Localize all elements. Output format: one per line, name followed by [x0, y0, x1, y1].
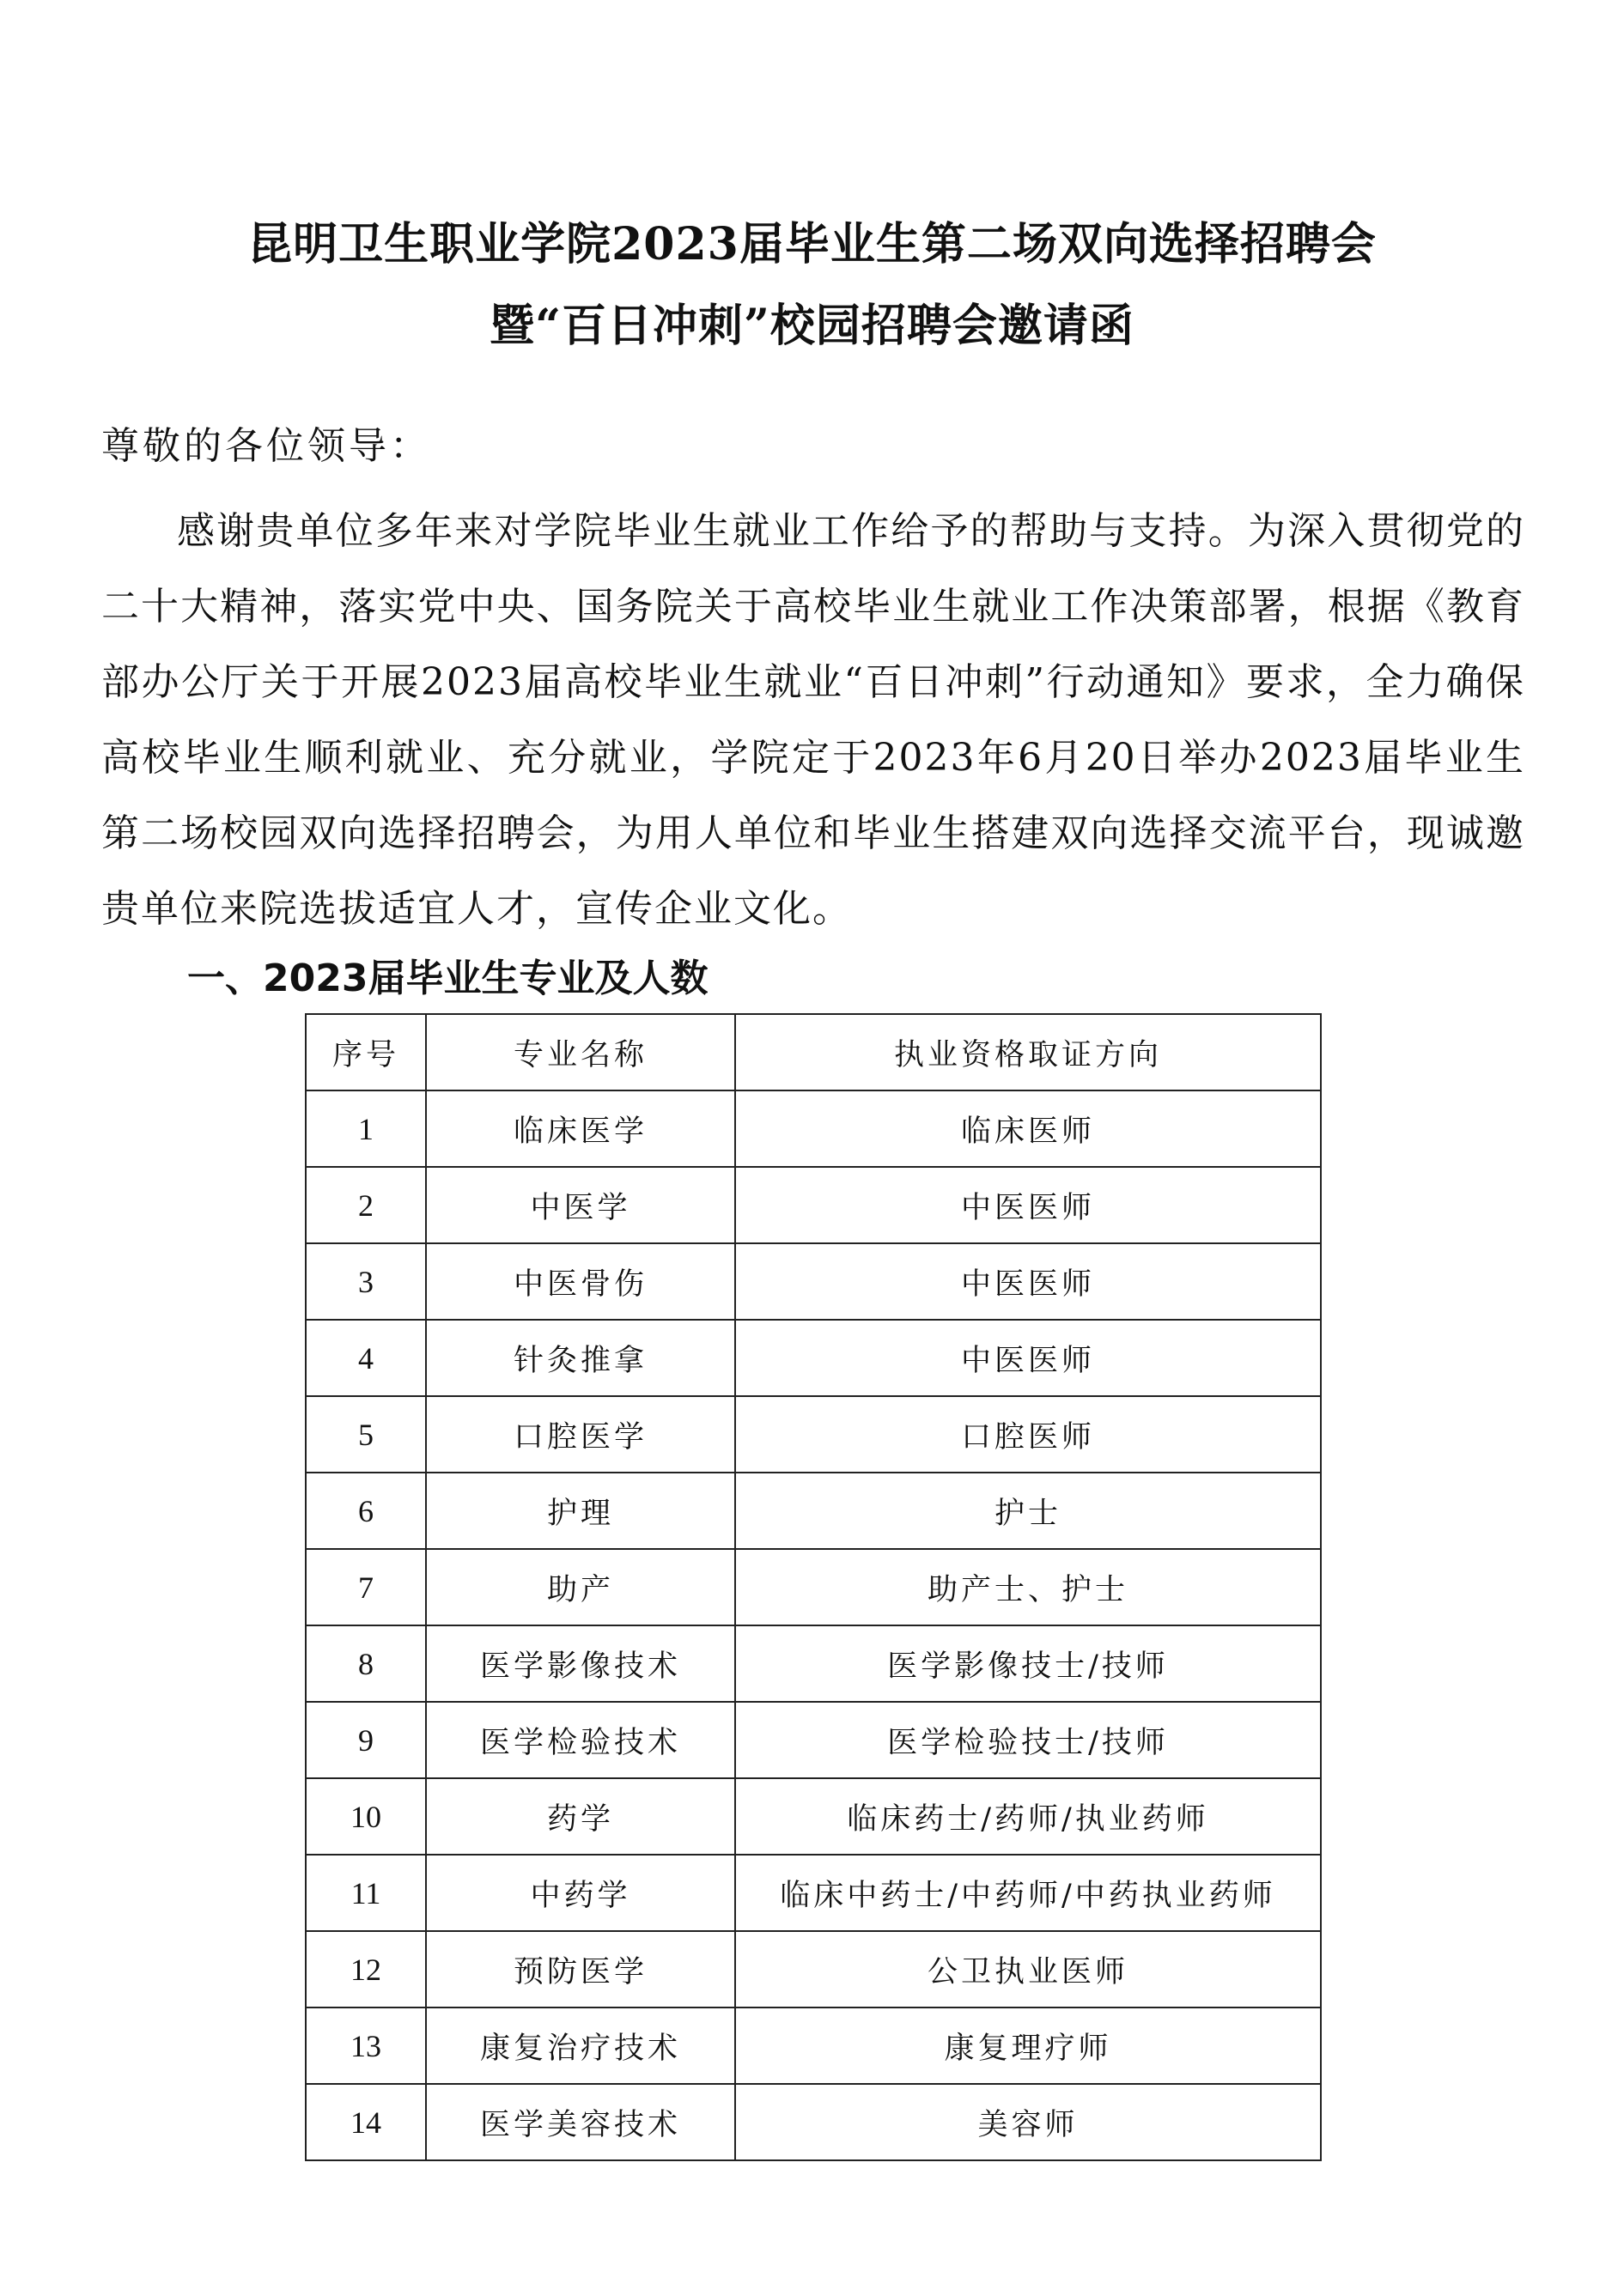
row-number: 4: [306, 1320, 426, 1396]
row-certification: 临床医师: [735, 1090, 1321, 1167]
body-paragraph: 感谢贵单位多年来对学院毕业生就业工作给予的帮助与支持。为深入贯彻党的二十大精神，落实党中央、国务院关于高校毕业生就业工作决策部署，根据《教育部办公厅关于开展2023届高校毕业生就业“百日冲刺”行动通知》要求，全力确保高校毕业生顺利就业、充分就业，学院定于2023年6月20日举办2023届毕业生第二场校园双向选择招聘会，为用人单位和毕业生搭建双向选择交流平台，现诚邀贵单位来院选拔适宜人才，宣传企业文化。: [101, 509, 1525, 931]
row-certification: 公卫执业医师: [735, 1931, 1321, 2007]
row-number: 13: [306, 2007, 426, 2084]
table-row: [306, 1625, 1321, 1702]
row-major: 预防医学: [426, 1931, 735, 2007]
row-major: 康复治疗技术: [426, 2007, 735, 2084]
row-certification: 临床药士/药师/执业药师: [735, 1778, 1321, 1855]
table-row: [306, 2007, 1321, 2084]
table-row: [306, 1320, 1321, 1396]
row-major: 护理: [426, 1473, 735, 1549]
table-row: [306, 1855, 1321, 1931]
table-row: [306, 1702, 1321, 1778]
header-number: 序号: [306, 1014, 426, 1090]
row-certification: 医学检验技士/技师: [735, 1702, 1321, 1778]
row-certification: 护士: [735, 1473, 1321, 1549]
row-major: 临床医学: [426, 1090, 735, 1167]
table-row: [306, 1549, 1321, 1625]
row-major: 助产: [426, 1549, 735, 1625]
table-row: [306, 1090, 1321, 1167]
row-number: 11: [306, 1855, 426, 1931]
row-certification: 中医医师: [735, 1243, 1321, 1320]
table-row: [306, 1167, 1321, 1243]
row-major: 药学: [426, 1778, 735, 1855]
table-row: [306, 1931, 1321, 2007]
row-number: 5: [306, 1396, 426, 1473]
row-major: 医学美容技术: [426, 2084, 735, 2160]
row-major: 口腔医学: [426, 1396, 735, 1473]
row-certification: 中医医师: [735, 1320, 1321, 1396]
table-row: [306, 1473, 1321, 1549]
header-certification: 执业资格取证方向: [735, 1014, 1321, 1090]
row-certification: 康复理疗师: [735, 2007, 1321, 2084]
table-row: [306, 1778, 1321, 1855]
row-major: 针灸推拿: [426, 1320, 735, 1396]
table-row: [306, 1243, 1321, 1320]
salutation: 尊敬的各位领导：: [101, 424, 431, 468]
row-number: 8: [306, 1625, 426, 1702]
row-major: 医学检验技术: [426, 1702, 735, 1778]
row-number: 7: [306, 1549, 426, 1625]
majors-table: [305, 1013, 1322, 2161]
section-heading: 一、2023届毕业生专业及人数: [187, 957, 709, 1000]
row-number: 6: [306, 1473, 426, 1549]
document-title-line2: 暨“百日冲刺”校园招聘会邀请函: [490, 300, 1134, 352]
row-major: 医学影像技术: [426, 1625, 735, 1702]
row-certification: 口腔医师: [735, 1396, 1321, 1473]
row-number: 9: [306, 1702, 426, 1778]
row-number: 1: [306, 1090, 426, 1167]
table-row: [306, 1396, 1321, 1473]
row-certification: 中医医师: [735, 1167, 1321, 1243]
table-row: [306, 2084, 1321, 2160]
row-major: 中医学: [426, 1167, 735, 1243]
row-number: 14: [306, 2084, 426, 2160]
document-title-line1: 昆明卫生职业学院2023届毕业生第二场双向选择招聘会: [247, 218, 1377, 270]
row-number: 10: [306, 1778, 426, 1855]
row-number: 3: [306, 1243, 426, 1320]
row-number: 2: [306, 1167, 426, 1243]
header-major: 专业名称: [426, 1014, 735, 1090]
row-major: 中药学: [426, 1855, 735, 1931]
row-major: 中医骨伤: [426, 1243, 735, 1320]
row-number: 12: [306, 1931, 426, 2007]
row-certification: 临床中药士/中药师/中药执业药师: [735, 1855, 1321, 1931]
row-certification: 助产士、护士: [735, 1549, 1321, 1625]
row-certification: 美容师: [735, 2084, 1321, 2160]
table-header-row: [306, 1014, 1321, 1090]
row-certification: 医学影像技士/技师: [735, 1625, 1321, 1702]
